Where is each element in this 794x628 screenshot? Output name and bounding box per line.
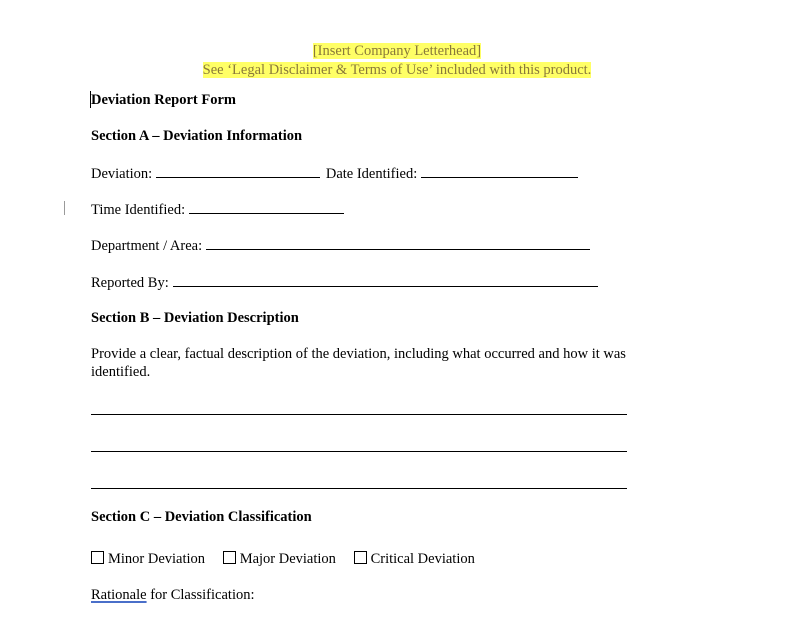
time-identified-row	[91, 200, 344, 219]
deviation-row	[91, 164, 578, 183]
disclaimer-note	[0, 61, 794, 79]
section-a-heading: Section A – Deviation Information	[91, 128, 303, 144]
reported-by-label: Reported By:	[91, 275, 169, 291]
reported-by-row	[91, 273, 598, 292]
reported-by-field[interactable]	[173, 273, 598, 287]
department-field[interactable]	[206, 236, 590, 250]
critical-deviation-label: Critical Deviation	[370, 551, 475, 567]
major-deviation-option[interactable]	[223, 551, 336, 567]
classification-options	[91, 550, 489, 568]
deviation-label: Deviation:	[91, 166, 153, 182]
deviation-field[interactable]	[156, 164, 320, 178]
form-title: Deviation Report Form	[91, 92, 236, 108]
critical-deviation-option[interactable]	[354, 551, 475, 567]
minor-deviation-checkbox[interactable]	[91, 551, 104, 564]
description-line-2[interactable]	[91, 451, 627, 452]
rationale-row	[91, 586, 255, 604]
section-c-heading: Section C – Deviation Classification	[91, 509, 312, 525]
disclaimer-text: See ‘Legal Disclaimer & Terms of Use’ included with this product.	[202, 62, 592, 78]
letterhead-placeholder	[0, 42, 794, 60]
time-identified-label: Time Identified:	[91, 202, 186, 218]
description-instruction: Provide a clear, factual description of the deviation, including what occurred and how it was	[91, 346, 626, 362]
rationale-word: Rationale	[91, 587, 147, 603]
date-identified-label: Date Identified:	[325, 166, 418, 182]
date-identified-field[interactable]	[421, 164, 578, 178]
department-row	[91, 236, 590, 255]
major-deviation-label: Major Deviation	[239, 551, 336, 567]
description-line-3[interactable]	[91, 488, 627, 489]
description-line-1[interactable]	[91, 414, 627, 415]
minor-deviation-label: Minor Deviation	[108, 551, 206, 567]
time-identified-field[interactable]	[189, 200, 344, 214]
critical-deviation-checkbox[interactable]	[354, 551, 367, 564]
section-b-heading: Section B – Deviation Description	[91, 310, 299, 326]
description-instruction-cont: identified.	[91, 364, 151, 380]
rationale-label: for Classification:	[146, 587, 255, 603]
major-deviation-checkbox[interactable]	[223, 551, 236, 564]
department-label: Department / Area:	[91, 238, 203, 254]
letterhead-text: [Insert Company Letterhead]	[312, 43, 482, 59]
margin-change-bar	[64, 201, 65, 215]
minor-deviation-option[interactable]	[91, 551, 205, 567]
